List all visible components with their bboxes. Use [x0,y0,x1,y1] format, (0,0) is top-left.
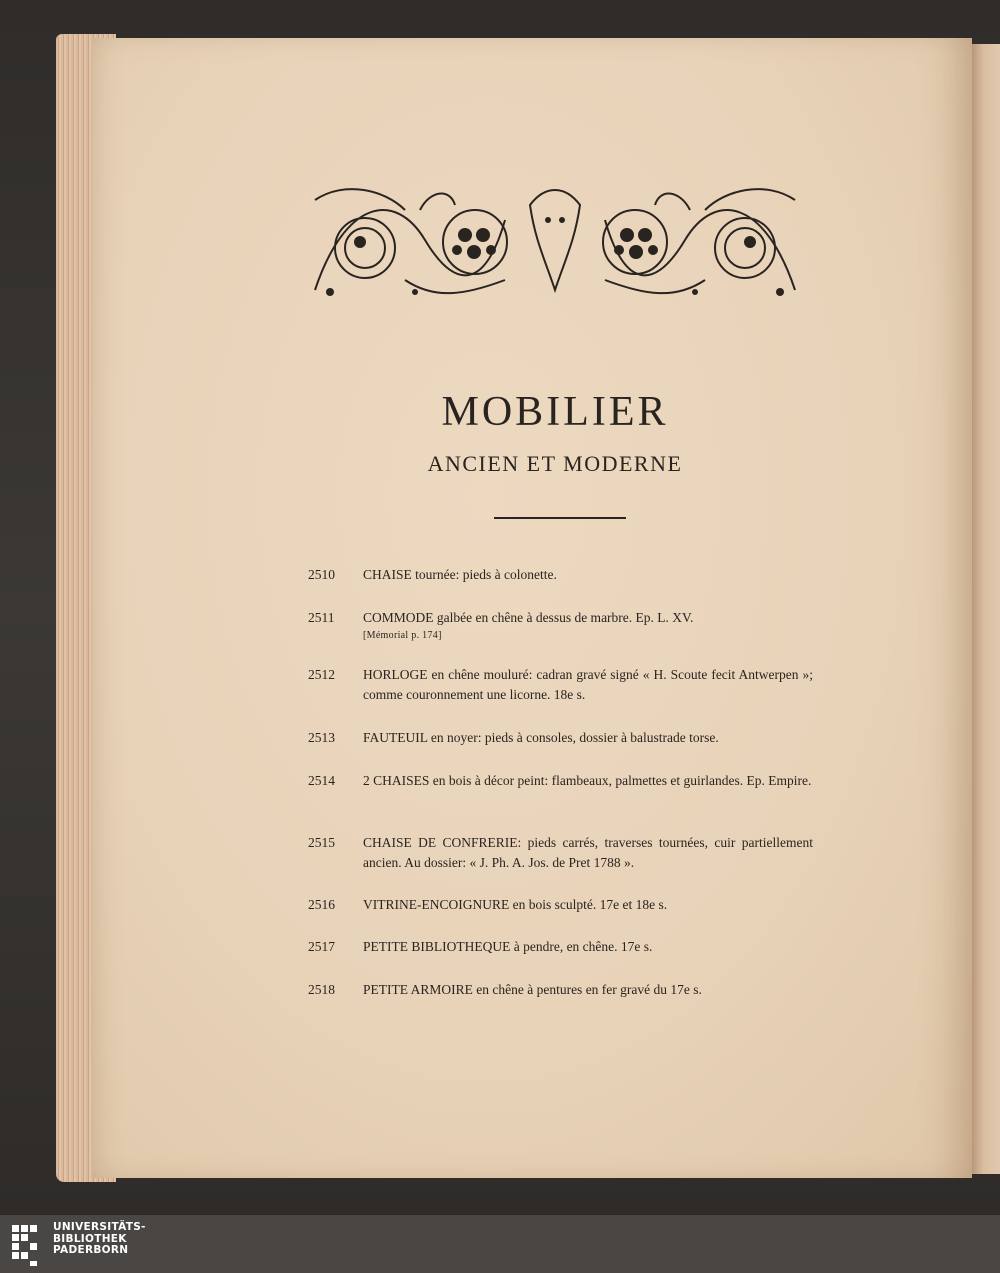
title-divider [494,517,626,519]
lot-number: 2513 [308,730,335,745]
lot-number: 2516 [308,897,335,912]
lot-description: HORLOGE en chêne mouluré: cadran gravé signé « H. Scoute fecit Antwerpen »; comme couronnement une licorne. 18e s. [363,667,813,702]
lot-description-text: COMMODE galbée en chêne à dessus de marbre. Ep. L. XV. [363,610,694,625]
library-logo-icon [10,1221,46,1267]
lot-description: VITRINE-ENCOIGNURE en bois sculpté. 17e et 18e s. [363,897,668,912]
lot-reference-note: [Mémorial p. 174] [363,630,442,641]
lot-description: 2 CHAISES en bois à décor peint: flambeaux, palmettes et guirlandes. Ep. Empire. [363,773,812,788]
section-subtitle: ANCIEN ET MODERNE [427,451,683,476]
lot-description [363,608,813,644]
lot-number: 2514 [308,773,335,788]
lot-description: PETITE ARMOIRE en chêne à pentures en fer gravé du 17e s. [363,982,702,997]
lot-number: 2511 [308,610,335,625]
lot-number: 2518 [308,982,335,997]
logo-line: UNIVERSITÄTS- [53,1221,146,1233]
logo-line: PADERBORN [53,1244,129,1256]
lot-number: 2510 [308,567,335,582]
section-title: MOBILIER [441,389,669,435]
lot-number: 2515 [308,835,335,850]
library-footer [0,1215,1000,1273]
lot-number: 2512 [308,667,335,682]
library-logo-text [53,1222,146,1257]
lot-description: FAUTEUIL en noyer: pieds à consoles, dossier à balustrade torse. [363,730,719,745]
lot-description: CHAISE tournée: pieds à colonette. [363,567,557,582]
lot-description: CHAISE DE CONFRERIE: pieds carrés, traverses tournées, cuir partiellement ancien. Au dossier: « J. Ph. A. Jos. de Pret 1788 ». [363,835,813,870]
decorative-headpiece [305,180,805,306]
lot-number: 2517 [308,939,335,954]
facing-page-edge [972,44,1000,1174]
logo-line: BIBLIOTHEK [53,1232,127,1245]
lot-description: PETITE BIBLIOTHEQUE à pendre, en chêne. 17e s. [363,939,653,954]
